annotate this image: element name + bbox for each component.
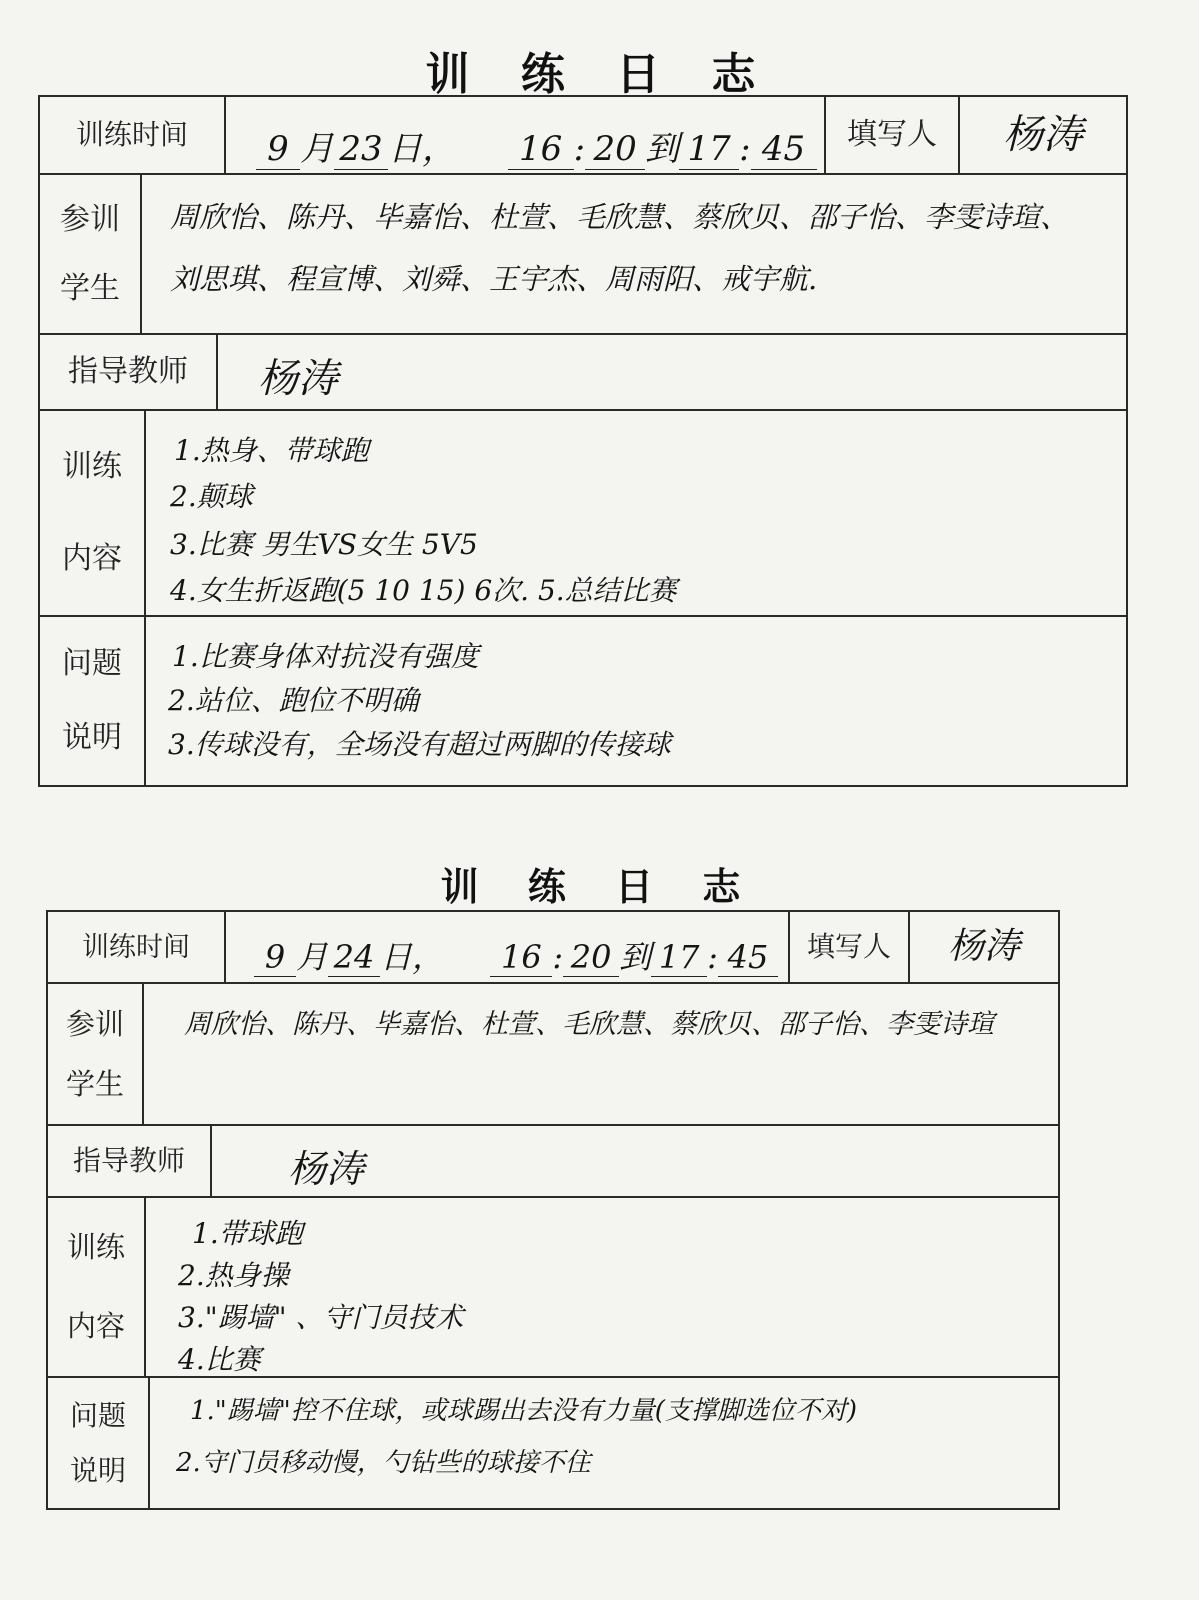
time-value (224, 912, 788, 982)
log-1-teacher-row (40, 335, 1126, 411)
log-2-issues-row (48, 1378, 1058, 1508)
month-value: 9 (256, 129, 300, 170)
day-unit: 日， (380, 938, 445, 976)
content-label (40, 411, 144, 615)
start-hour: 16 (508, 129, 574, 170)
content-line: 4.比赛 (178, 1343, 261, 1376)
content-value (144, 1198, 1058, 1376)
log-2-time-row (48, 912, 1058, 984)
end-minute: 45 (718, 938, 778, 977)
content-label-line: 内容 (62, 541, 122, 576)
content-line: 1.热身、带球跑 (174, 434, 369, 467)
students-label-line: 学生 (65, 1066, 124, 1101)
students-line: 刘思琪、程宣博、刘舜、王宇杰、周雨阳、戒宇航. (170, 262, 818, 296)
content-line: 4.女生折返跑(5 10 15) 6次. 5.总结比赛 (170, 574, 677, 607)
issues-line: 1.比赛身体对抗没有强度 (172, 640, 479, 673)
students-label-line: 学生 (60, 270, 120, 306)
content-label-line: 训练 (66, 1230, 125, 1264)
students-value (142, 984, 1058, 1124)
log-1-content-row (40, 411, 1126, 617)
month-unit: 月 (300, 129, 334, 169)
writer-value: 杨涛 (958, 97, 1126, 173)
log-2-table (46, 910, 1060, 1510)
students-label-line: 参训 (65, 1006, 124, 1041)
log-2-title: 训 练 日 志 (440, 865, 759, 909)
content-label-line: 内容 (66, 1309, 125, 1343)
issues-line: 2.站位、跑位不明确 (168, 684, 419, 717)
to-label: 到 (619, 938, 652, 976)
teacher-label: 指导教师 (72, 1144, 185, 1177)
issues-label-line: 问题 (69, 1398, 126, 1432)
month-unit: 月 (296, 938, 329, 976)
students-value (140, 175, 1126, 333)
issues-label-line: 说明 (69, 1453, 126, 1487)
day-unit: 日， (388, 129, 456, 169)
colon: : (573, 129, 586, 169)
start-minute: 20 (585, 129, 645, 170)
log-1-students-row (40, 175, 1126, 335)
students-line: 周欣怡、陈丹、毕嘉怡、杜萱、毛欣慧、蔡欣贝、邵子怡、李雯诗瑄 (184, 1009, 994, 1040)
issues-line: 3.传球没有，全场没有超过两脚的传接球 (168, 728, 671, 761)
students-label-line: 参训 (60, 201, 120, 237)
writer-value: 杨涛 (908, 912, 1058, 982)
issues-line: 1."踢墙"控不住球，或球踢出去没有力量(支撑脚选位不对) (190, 1396, 858, 1426)
month-value: 9 (254, 938, 296, 977)
content-line: 2.热身操 (178, 1259, 289, 1292)
teacher-label: 指导教师 (68, 354, 188, 389)
content-line: 2.颠球 (170, 480, 253, 513)
teacher-name: 杨涛 (288, 1147, 365, 1191)
content-label (48, 1198, 144, 1376)
time-value (224, 97, 824, 173)
day-value: 24 (328, 938, 380, 977)
writer-label: 填写人 (824, 97, 958, 173)
teacher-value (216, 335, 1126, 409)
start-minute: 20 (563, 938, 619, 977)
log-1-table (38, 95, 1128, 787)
content-line: 3."踢墙" 、守门员技术 (178, 1301, 464, 1334)
content-value (144, 411, 1126, 615)
colon: : (552, 938, 564, 976)
end-hour: 17 (651, 938, 707, 977)
log-1-title: 训 练 日 志 (425, 49, 774, 100)
log-2-content-row (48, 1198, 1058, 1378)
log-1-issues-row (40, 617, 1126, 785)
issues-label-line: 问题 (62, 646, 122, 681)
end-minute: 45 (751, 129, 817, 170)
writer-label: 填写人 (788, 912, 908, 982)
content-line: 3.比赛 男生VS女生 5V5 (170, 528, 478, 561)
students-label (48, 984, 142, 1124)
content-label-line: 训练 (62, 449, 122, 484)
issues-label (40, 617, 144, 785)
colon: : (707, 938, 718, 976)
start-hour: 16 (490, 938, 552, 977)
time-label: 训练时间 (82, 931, 190, 963)
time-label: 训练时间 (75, 118, 188, 151)
end-hour: 17 (679, 129, 739, 170)
day-value: 23 (334, 129, 388, 170)
issues-value (144, 617, 1126, 785)
students-line: 周欣怡、陈丹、毕嘉怡、杜萱、毛欣慧、蔡欣贝、邵子怡、李雯诗瑄、 (170, 200, 1070, 234)
log-2-students-row (48, 984, 1058, 1126)
students-label (40, 175, 140, 333)
colon: : (739, 129, 751, 169)
teacher-name: 杨涛 (258, 356, 338, 402)
log-2-teacher-row (48, 1126, 1058, 1198)
issues-line: 2.守门员移动慢，勺钻些的球接不住 (176, 1448, 591, 1478)
teacher-value (210, 1126, 1058, 1196)
issues-label-line: 说明 (62, 720, 122, 755)
log-1-time-row (40, 97, 1126, 175)
issues-value (148, 1378, 1058, 1508)
issues-label (48, 1378, 148, 1508)
to-label: 到 (645, 129, 680, 169)
content-line: 1.带球跑 (192, 1217, 303, 1250)
